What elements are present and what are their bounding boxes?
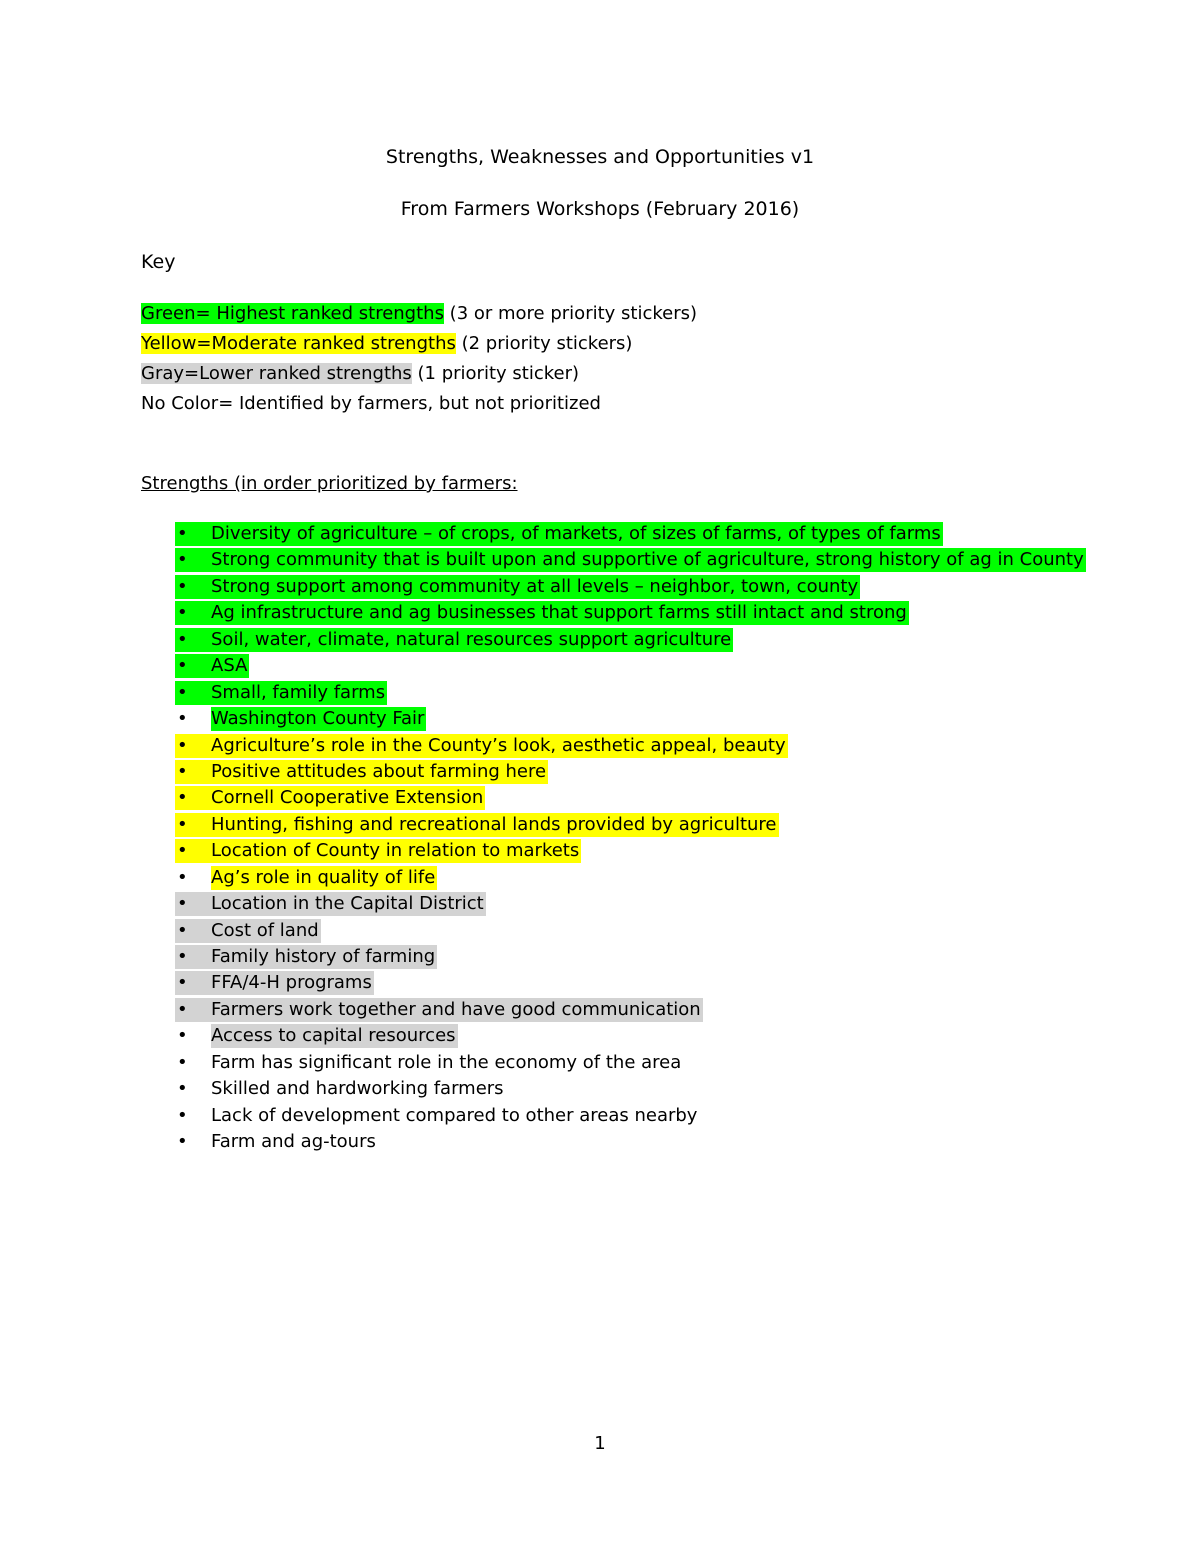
bullet-icon: • [177, 708, 188, 730]
bullet-icon: • [177, 1104, 188, 1126]
strength-text: FFA/4-H programs [211, 972, 372, 994]
strength-text: Positive attitudes about farming here [211, 760, 547, 782]
key-line-none [141, 392, 697, 422]
strength-text: Farm has significant role in the economy of the area [211, 1051, 682, 1073]
strength-text: Strong support among community at all levels – neighbor, town, county [211, 575, 859, 597]
bullet-icon: • [175, 813, 211, 837]
key-line-yellow [141, 332, 697, 362]
strengths-heading: Strengths (in order prioritized by farmers: [141, 473, 518, 494]
bullet-icon: • [175, 786, 211, 810]
bullet-icon: • [175, 548, 211, 572]
strength-text: Ag’s role in quality of life [211, 866, 436, 888]
strength-text: Ag infrastructure and ag businesses that support farms still intact and strong [211, 602, 907, 624]
strength-text: Location in the Capital District [211, 893, 484, 915]
bullet-icon: • [175, 971, 211, 995]
key-gray-label: Gray=Lower ranked strengths [141, 363, 412, 384]
bullet-icon: • [177, 1131, 188, 1153]
bullet-icon: • [177, 1051, 188, 1073]
bullet-icon: • [175, 575, 211, 599]
bullet-icon: • [175, 628, 211, 652]
strength-text: Washington County Fair [211, 708, 425, 730]
strength-text: ASA [211, 655, 248, 677]
key-label: Key [141, 251, 176, 273]
strength-text: Skilled and hardworking farmers [211, 1078, 504, 1100]
strength-text: Lack of development compared to other areas nearby [211, 1104, 698, 1126]
strength-text: Hunting, fishing and recreational lands provided by agriculture [211, 813, 777, 835]
bullet-icon: • [175, 998, 211, 1022]
strength-text: Access to capital resources [211, 1025, 456, 1047]
bullet-icon: • [175, 919, 211, 943]
bullet-icon: • [175, 892, 211, 916]
bullet-icon: • [175, 734, 211, 758]
bullet-icon: • [175, 681, 211, 705]
bullet-icon: • [177, 1025, 188, 1047]
strength-text: Cost of land [211, 919, 319, 941]
strength-text: Small, family farms [211, 681, 386, 703]
bullet-icon: • [175, 601, 211, 625]
bullet-icon: • [175, 945, 211, 969]
page-number: 1 [594, 1433, 606, 1454]
bullet-icon: • [175, 839, 211, 863]
document-title: Strengths, Weaknesses and Opportunities v1 [385, 146, 815, 168]
strength-text: Cornell Cooperative Extension [211, 787, 484, 809]
key-none-label: No Color= Identified by farmers, but not prioritized [141, 393, 601, 414]
key-green-note: (3 or more priority stickers) [443, 303, 698, 324]
strength-text: Soil, water, climate, natural resources support agriculture [211, 628, 732, 650]
bullet-icon: • [175, 654, 211, 678]
key-gray-note: (1 priority sticker) [411, 363, 579, 384]
key-yellow-note: (2 priority stickers) [455, 333, 633, 354]
strength-text: Strong community that is built upon and supportive of agriculture, strong history of ag in County [211, 549, 1084, 571]
key-line-gray [141, 362, 697, 392]
bullet-icon: • [177, 1078, 188, 1100]
strength-text: Family history of farming [211, 946, 436, 967]
strength-text: Farm and ag-tours [211, 1131, 376, 1153]
strength-text: Farmers work together and have good communication [211, 998, 701, 1020]
key-yellow-label: Yellow=Moderate ranked strengths [141, 333, 456, 354]
key-green-label: Green= Highest ranked strengths [141, 303, 444, 324]
key-legend [141, 302, 697, 422]
strength-text: Diversity of agriculture – of crops, of markets, of sizes of farms, of types of farms [211, 523, 941, 544]
bullet-icon: • [177, 866, 188, 888]
strength-text: Agriculture’s role in the County’s look, aesthetic appeal, beauty [211, 734, 786, 756]
document-subtitle: From Farmers Workshops (February 2016) [400, 198, 800, 220]
bullet-icon: • [175, 760, 211, 784]
strength-text: Location of County in relation to markets [211, 840, 580, 862]
key-line-green [141, 302, 697, 332]
bullet-icon: • [175, 522, 211, 546]
